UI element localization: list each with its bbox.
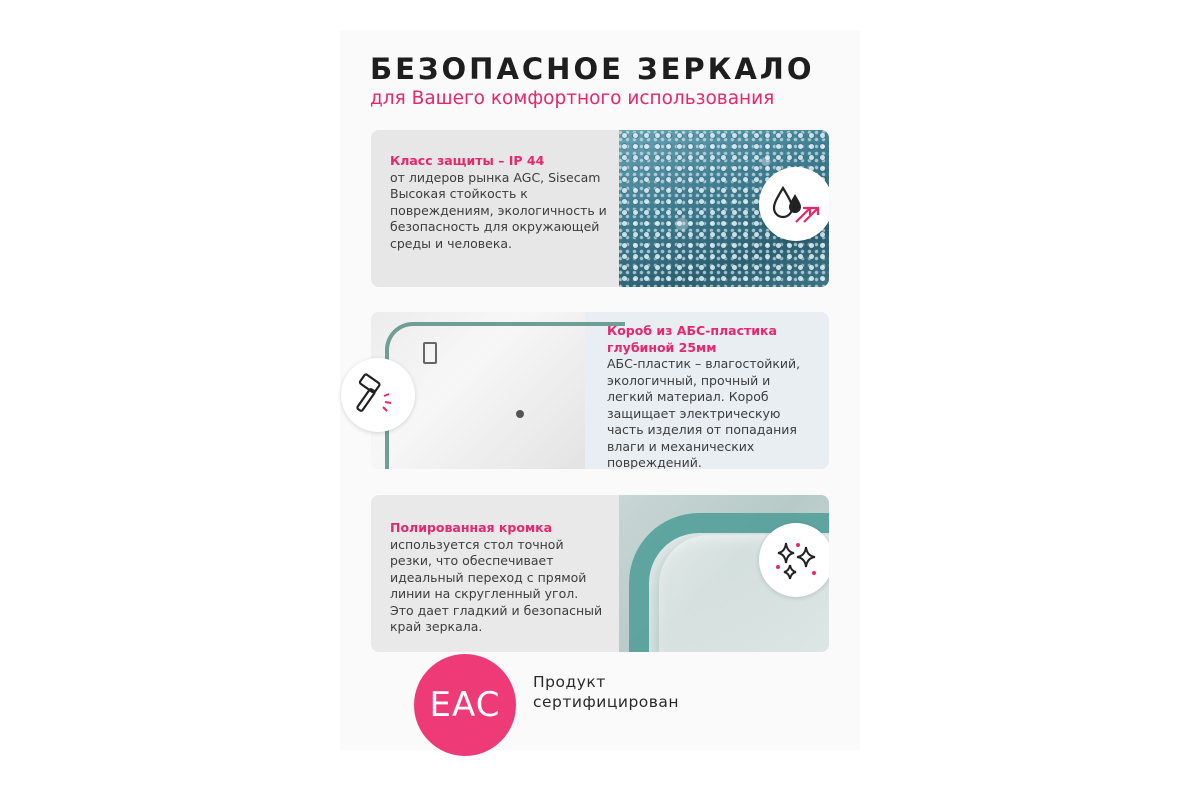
mirror-frame <box>385 322 625 469</box>
feature-text <box>390 520 620 636</box>
page-subtitle: для Вашего комфортного использования <box>370 88 775 109</box>
feature-heading: Полированная кромка <box>390 520 553 535</box>
feature-card-abs-box <box>371 312 829 469</box>
feature-text <box>607 323 822 469</box>
feature-heading: Короб из АБС-пластика глубиной 25мм <box>607 323 777 355</box>
eac-badge: EAC <box>414 654 516 756</box>
feature-heading: Класс защиты – IP 44 <box>390 153 545 168</box>
feature-card-polished-edge <box>371 495 829 652</box>
feature-card-protection <box>371 130 829 287</box>
mirror-screw <box>516 410 524 418</box>
hammer-icon <box>341 358 415 432</box>
certification-text: Продукт сертифицирован <box>533 673 680 711</box>
mirror-clip <box>423 342 437 364</box>
feature-body: от лидеров рынка AGC, Sisecam Высокая стойкость к повреждениям, экологичность и безопасность для окружающей среды и человека. <box>390 169 607 251</box>
feature-body: используется стол точной резки, что обеспечивает идеальный переход с прямой линии на скругленный угол. Это дает гладкий и безопасный край зеркала. <box>390 536 603 634</box>
page-title: БЕЗОПАСНОЕ ЗЕРКАЛО <box>370 52 815 86</box>
feature-text <box>390 153 620 252</box>
water-drops-icon <box>759 167 829 241</box>
feature-body: АБС-пластик – влагостойкий, экологичный, прочный и легкий материал. Короб защищает электрическую часть изделия от попадания влаги и механических повреждений. <box>607 356 801 469</box>
sparkle-icon <box>759 523 829 597</box>
